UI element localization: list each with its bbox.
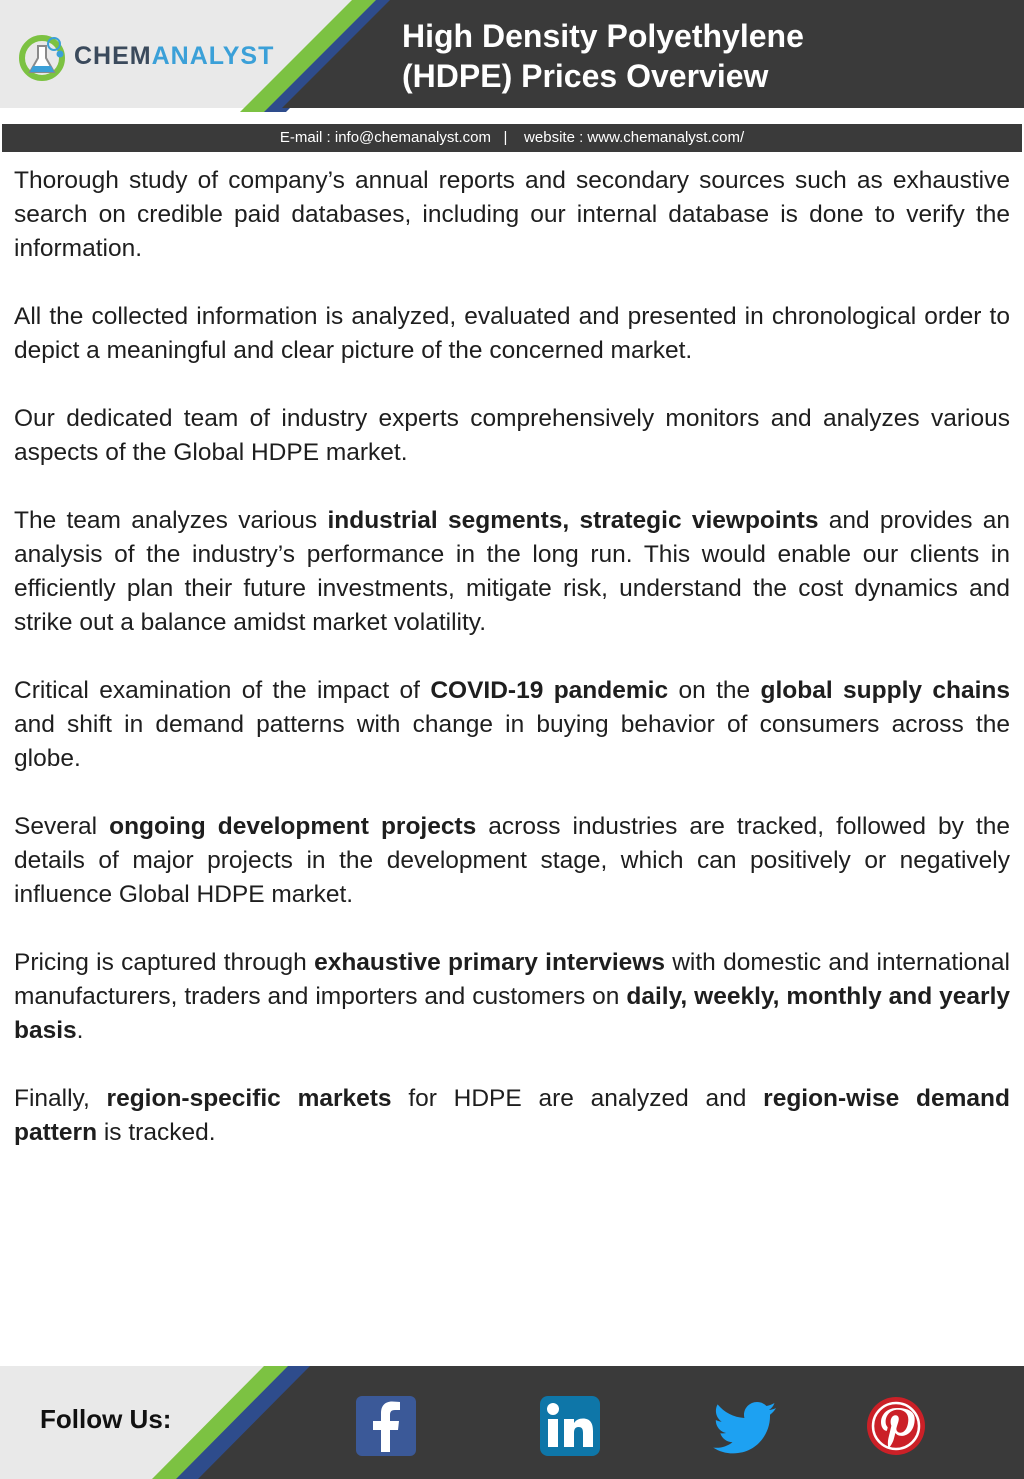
page-footer bbox=[0, 1366, 1024, 1479]
paragraph-emphasis: global supply chains bbox=[760, 677, 1010, 704]
document-body bbox=[14, 164, 1010, 1184]
paragraph-text: All the collected information is analyzed, evaluated and presented in chronological order to depict a meaningful and clear picture of the concerned market. bbox=[14, 303, 1010, 364]
paragraph-analysis bbox=[14, 300, 1010, 368]
paragraph-text: is tracked. bbox=[97, 1119, 216, 1146]
paragraph-projects bbox=[14, 810, 1010, 912]
paragraph-emphasis: industrial segments, strategic viewpoints bbox=[327, 507, 819, 534]
paragraph-covid bbox=[14, 674, 1010, 776]
paragraph-text: Our dedicated team of industry experts comprehensively monitors and analyzes various aspects of the Global HDPE market. bbox=[14, 405, 1010, 466]
paragraph-text: for HDPE are analyzed and bbox=[391, 1085, 764, 1112]
paragraph-pricing bbox=[14, 946, 1010, 1048]
paragraph-emphasis: COVID-19 pandemic bbox=[430, 677, 669, 704]
logo-text-analyst: ANALYST bbox=[151, 42, 275, 70]
flask-logo-icon bbox=[14, 28, 76, 88]
page-title-line-1: High Density Polyethylene bbox=[402, 18, 804, 54]
paragraph-emphasis: region-specific markets bbox=[106, 1085, 392, 1112]
paragraph-text: . bbox=[76, 1017, 84, 1044]
follow-us-label: Follow Us: bbox=[40, 1404, 172, 1434]
paragraph-verification bbox=[14, 164, 1010, 266]
paragraph-regions bbox=[14, 1082, 1010, 1150]
paragraph-text: Thorough study of company’s annual reports and secondary sources such as exhaustive search on credible paid databases, including our internal database is done to verify the information. bbox=[14, 167, 1010, 262]
paragraph-text: and provides an analysis of the industry’s performance in the long run. This would enable our clients in efficiently plan their future investments, mitigate risk, understand the cost dynamics and strike out a balance amidst market volatility. bbox=[14, 507, 1010, 636]
paragraph-text: Critical examination of the impact of bbox=[14, 677, 431, 704]
logo-text-chem: CHEM bbox=[74, 42, 152, 70]
paragraph-text: on the bbox=[668, 677, 761, 704]
paragraph-text: and shift in demand patterns with change in buying behavior of consumers across the globe. bbox=[14, 711, 1010, 772]
contact-bar: E-mail : info@chemanalyst.com | website : www.chemanalyst.com/ bbox=[2, 124, 1022, 152]
pinterest-icon[interactable] bbox=[864, 1394, 928, 1458]
paragraph-text: Finally, bbox=[14, 1085, 107, 1112]
twitter-icon[interactable] bbox=[712, 1394, 776, 1458]
chemanalyst-logo[interactable] bbox=[14, 28, 304, 88]
paragraph-text: Pricing is captured through bbox=[14, 949, 315, 976]
page-title bbox=[402, 16, 1002, 96]
paragraph-emphasis: ongoing development projects bbox=[109, 813, 477, 840]
page-title-line-2: (HDPE) Prices Overview bbox=[402, 58, 769, 94]
paragraph-text: Several bbox=[14, 813, 110, 840]
paragraph-text: The team analyzes various bbox=[14, 507, 328, 534]
paragraph-segments bbox=[14, 504, 1010, 640]
paragraph-emphasis: region-wise demand pattern bbox=[14, 1085, 1010, 1146]
paragraph-text: across industries are tracked, followed by the details of major projects in the development stage, which can positively or negatively influence Global HDPE market. bbox=[14, 813, 1010, 908]
page-header bbox=[0, 0, 1024, 112]
paragraph-team bbox=[14, 402, 1010, 470]
logo-wordmark bbox=[74, 42, 274, 71]
linkedin-icon[interactable] bbox=[538, 1394, 602, 1458]
facebook-icon[interactable] bbox=[354, 1394, 418, 1458]
paragraph-text: with domestic and international manufacturers, traders and importers and customers on bbox=[14, 949, 1010, 1010]
paragraph-emphasis: daily, weekly, monthly and yearly basis bbox=[14, 983, 1010, 1044]
paragraph-emphasis: exhaustive primary interviews bbox=[314, 949, 665, 976]
